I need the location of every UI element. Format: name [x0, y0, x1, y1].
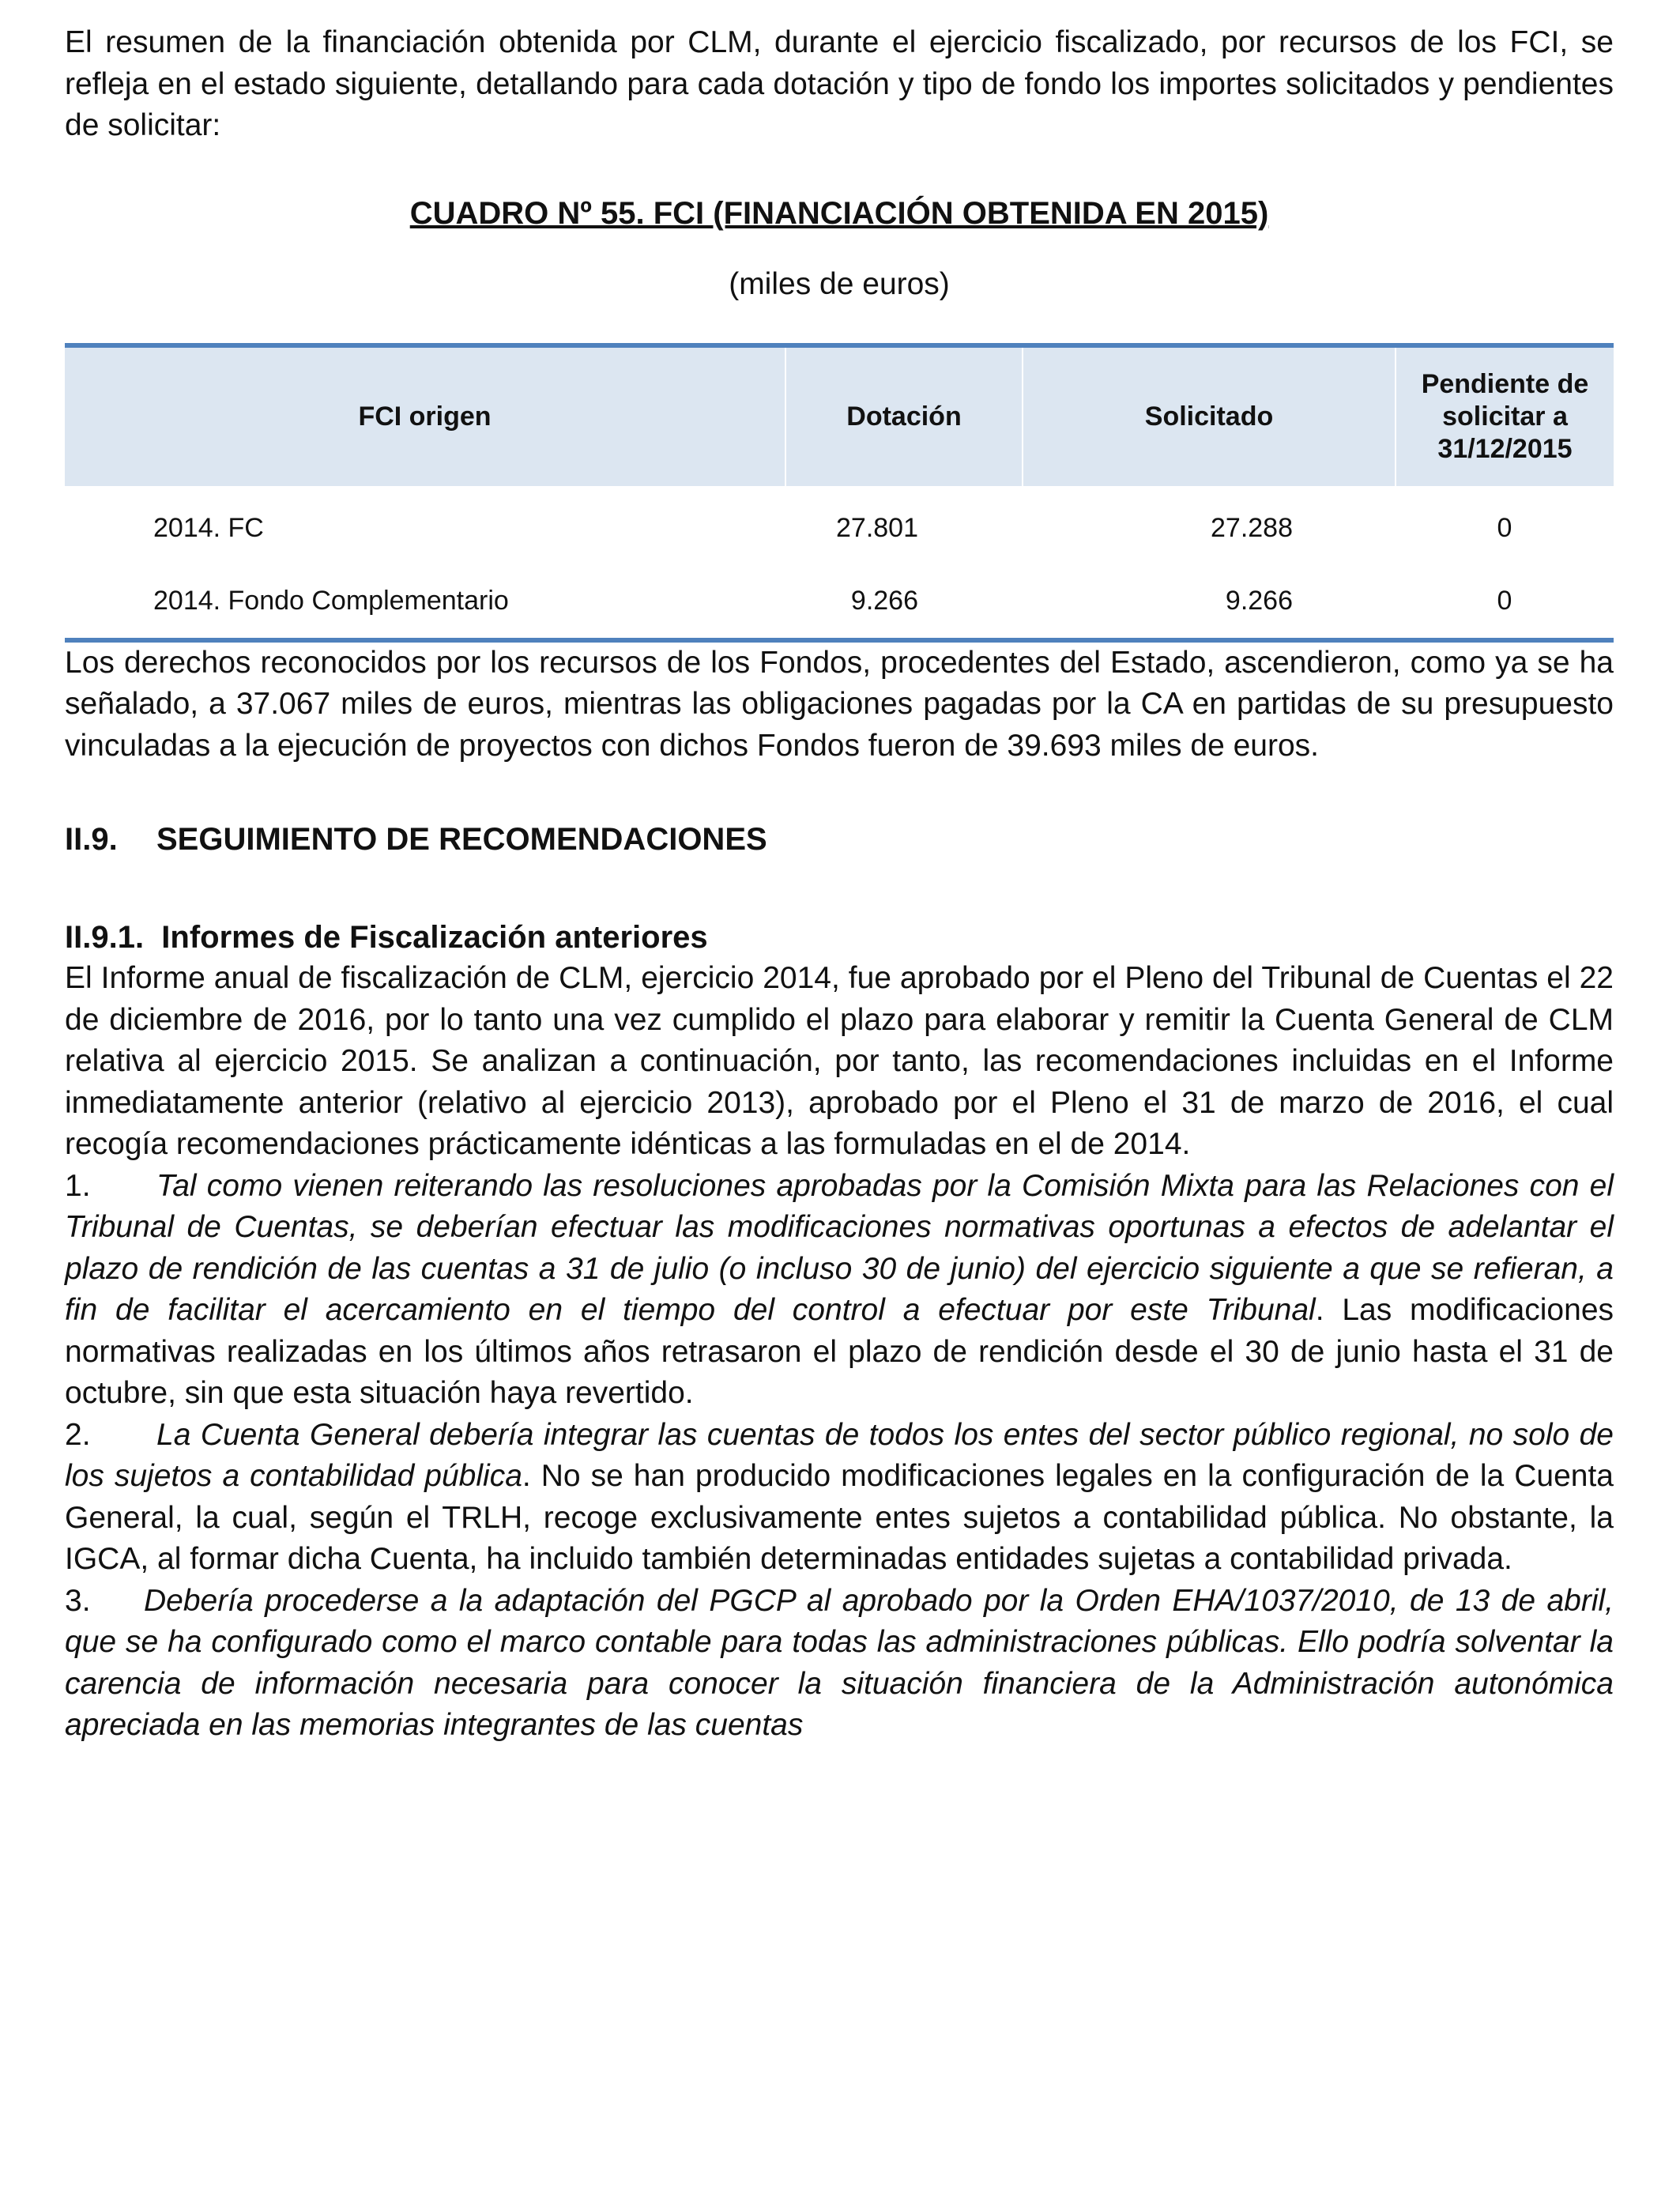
- header-dotacion: Dotación: [785, 345, 1023, 486]
- table-row: [65, 486, 1614, 565]
- table-header-row: [65, 345, 1614, 486]
- recommendation-italic-text: La Cuenta General debería integrar las cuentas de todos los entes del sector público regional, no solo de los sujetos a contabilidad pública: [65, 1417, 1614, 1493]
- recommendation-italic-text: Tal como vienen reiterando las resoluciones aprobadas por la Comisión Mixta para las Relaciones con el Tribunal de Cuentas, se deberían efectuar las modificaciones normativas oportunas a efectos de adelantar el plazo de rendición de las cuentas a 31 de julio (o incluso 30 de junio) del ejercicio siguiente a que se refieran, a fin de facilitar el acercamiento en el tiempo del control a efectuar por este Tribunal: [65, 1168, 1614, 1327]
- fci-table: [65, 343, 1614, 643]
- recommendation-number: 3.: [65, 1583, 91, 1618]
- recommendation-item: [65, 1581, 1614, 1747]
- header-solicitado: Solicitado: [1023, 345, 1396, 486]
- header-pendiente: Pendiente de solicitar a 31/12/2015: [1421, 368, 1589, 464]
- section-heading: [65, 819, 1614, 860]
- cell-dotacion: 9.266: [850, 586, 918, 616]
- recommendation-italic-text: Debería procederse a la adaptación del PGCP al aprobado por la Orden EHA/1037/2010, de 13 de abril, que se ha configurado como el marco contable para todas las administraciones públicas. Ello podría solventar la carencia de información necesaria para conocer la situación financiera de la Administración autonómica apreciada en las memorias integrantes de las cuentas: [65, 1583, 1614, 1742]
- cell-fci-origen: 2014. Fondo Complementario: [153, 586, 509, 616]
- recommendation-number: 1.: [65, 1168, 91, 1203]
- recommendation-text: . Las modificaciones normativas realizadas en los últimos años retrasaron el plazo de rendición desde el 30 de junio hasta el 31 de octubre, sin que esta situación haya revertido.: [65, 1293, 1614, 1410]
- cell-dotacion: 27.801: [836, 513, 918, 543]
- document-content: [65, 22, 1614, 1747]
- table-caption: CUADRO Nº 55. FCI (FINANCIACIÓN OBTENIDA EN 2015): [409, 195, 1269, 231]
- informe-paragraph: El Informe anual de fiscalización de CLM, ejercicio 2014, fue aprobado por el Pleno del Tribunal de Cuentas el 22 de diciembre de 2016, por lo tanto una vez cumplido el plazo para elaborar y remitir la Cuenta General de CLM relativa al ejercicio 2015. Se analizan a continuación, por tanto, las recomendaciones incluidas en el Informe inmediatamente anterior (relativo al ejercicio 2013), aprobado por el Pleno el 31 de marzo de 2016, el cual recogía recomendaciones prácticamente idénticas a las formuladas en el de 2014.: [65, 961, 1614, 1161]
- header-fci-origen: FCI origen: [65, 345, 785, 486]
- subsection-heading: [65, 917, 1614, 958]
- cell-solicitado: 9.266: [1225, 586, 1293, 616]
- recommendation-text: . No se han producido modificaciones legales en la configuración de la Cuenta General, la cual, según el TRLH, recoge exclusivamente entes sujetos a contabilidad pública. No obstante, la IGCA, al formar dicha Cuenta, ha incluido también determinadas entidades sujetas a contabilidad privada.: [65, 1459, 1614, 1576]
- table-row: [65, 565, 1614, 640]
- derechos-paragraph: Los derechos reconocidos por los recursos de los Fondos, procedentes del Estado, ascendieron, como ya se ha señalado, a 37.067 miles de euros, mientras las obligaciones pagadas por la CA en partidas de su presupuesto vinculadas a la ejecución de proyectos con dichos Fondos fueron de 39.693 miles de euros.: [65, 645, 1614, 763]
- subsection-title: Informes de Fiscalización anteriores: [161, 920, 708, 955]
- cell-pendiente: 0: [1497, 513, 1512, 543]
- recommendation-item: [65, 1166, 1614, 1415]
- subsection-number: II.9.1.: [65, 920, 145, 955]
- section-title: SEGUIMIENTO DE RECOMENDACIONES: [156, 822, 767, 857]
- intro-paragraph: El resumen de la financiación obtenida por CLM, durante el ejercicio fiscalizado, por recursos de los FCI, se refleja en el estado siguiente, detallando para cada dotación y tipo de fondo los importes solicitados y pendientes de solicitar:: [65, 25, 1614, 142]
- cell-pendiente: 0: [1497, 586, 1512, 616]
- cell-fci-origen: 2014. FC: [153, 513, 264, 543]
- recommendation-item: [65, 1415, 1614, 1581]
- recommendation-number: 2.: [65, 1417, 91, 1452]
- table-units: (miles de euros): [729, 266, 950, 301]
- section-number: II.9.: [65, 822, 118, 857]
- cell-solicitado: 27.288: [1211, 513, 1293, 543]
